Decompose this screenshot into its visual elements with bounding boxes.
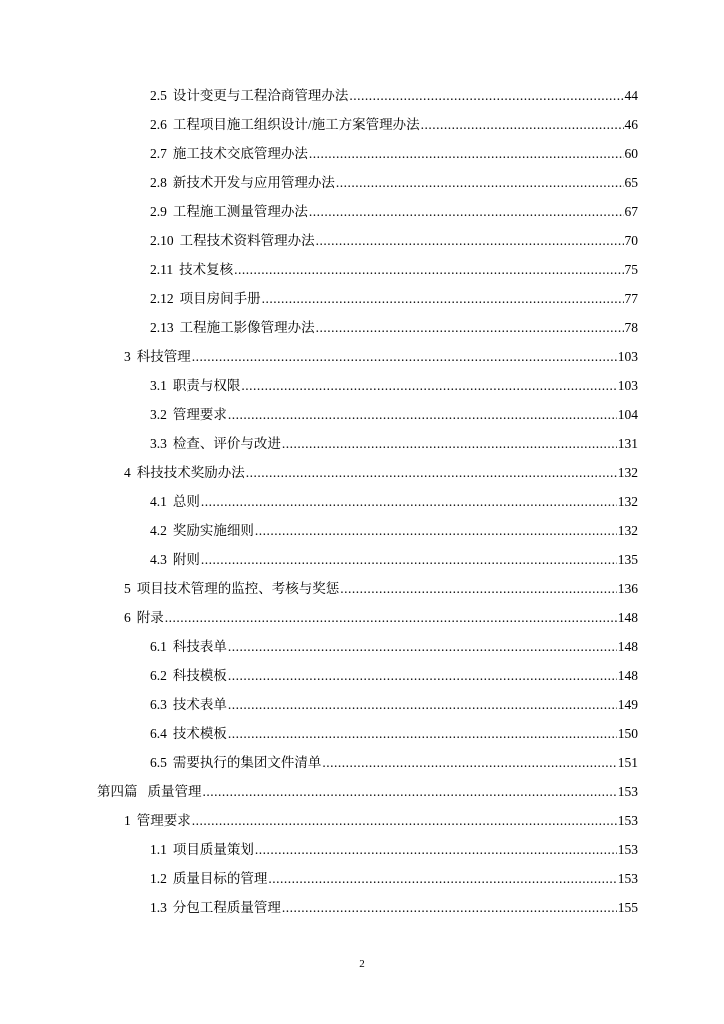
toc-entry-title: 科技模板 <box>172 668 227 683</box>
toc-leader-dots <box>192 811 617 831</box>
toc-entry-title: 检查、评价与改进 <box>172 436 281 451</box>
toc-entry-page: 70 <box>624 233 638 248</box>
toc-entry-title: 奖励实施细则 <box>172 523 254 538</box>
toc-entry-number: 6 <box>124 610 131 625</box>
toc-leader-dots <box>336 173 624 193</box>
toc-entry-title: 项目房间手册 <box>179 291 261 306</box>
toc-entry-page: 44 <box>624 88 638 103</box>
toc-entry-title: 质量目标的管理 <box>172 871 268 886</box>
toc-leader-dots <box>203 782 617 802</box>
toc-entry-number: 4 <box>124 465 131 480</box>
toc-entry-number: 4.3 <box>150 552 167 567</box>
toc-entry-title: 质量管理 <box>147 784 202 799</box>
toc-entry[interactable] <box>150 550 638 570</box>
toc-entry[interactable] <box>150 840 638 860</box>
toc-leader-dots <box>282 898 617 918</box>
toc-leader-dots <box>282 434 617 454</box>
toc-entry-title: 管理要求 <box>136 813 191 828</box>
toc-entry-number: 2.9 <box>150 204 167 219</box>
toc-entry[interactable] <box>124 811 638 831</box>
toc-entry-page: 103 <box>617 349 638 364</box>
toc-leader-dots <box>421 115 624 135</box>
toc-entry[interactable] <box>150 173 638 193</box>
toc-entry-number: 2.8 <box>150 175 167 190</box>
toc-entry-page: 78 <box>624 320 638 335</box>
toc-entry-number: 第四篇 <box>97 784 138 799</box>
toc-entry-title: 附则 <box>172 552 200 567</box>
toc-entry-title: 工程项目施工组织设计/施工方案管理办法 <box>172 117 420 132</box>
toc-entry[interactable] <box>97 782 638 802</box>
toc-leader-dots <box>309 144 624 164</box>
toc-leader-dots <box>228 666 617 686</box>
toc-entry-page: 77 <box>624 291 638 306</box>
toc-entry-number: 1.1 <box>150 842 167 857</box>
toc-entry[interactable] <box>150 115 638 135</box>
toc-entry-title: 附录 <box>136 610 164 625</box>
toc-entry-page: 148 <box>617 639 638 654</box>
toc-entry-number: 4.2 <box>150 523 167 538</box>
toc-entry-page: 153 <box>617 813 638 828</box>
toc-entry-number: 6.3 <box>150 697 167 712</box>
toc-leader-dots <box>322 753 616 773</box>
toc-leader-dots <box>268 869 616 889</box>
toc-entry-page: 67 <box>624 204 638 219</box>
toc-leader-dots <box>241 376 616 396</box>
toc-leader-dots <box>201 492 617 512</box>
toc-entry[interactable] <box>150 434 638 454</box>
toc-entry[interactable] <box>150 144 638 164</box>
toc-leader-dots <box>349 86 623 106</box>
toc-entry-number: 2.5 <box>150 88 167 103</box>
toc-leader-dots <box>192 347 617 367</box>
toc-leader-dots <box>246 463 617 483</box>
toc-entry[interactable] <box>150 869 638 889</box>
toc-leader-dots <box>228 695 617 715</box>
toc-entry-number: 1 <box>124 813 131 828</box>
toc-entry[interactable] <box>150 202 638 222</box>
toc-entry-title: 科技技术奖励办法 <box>136 465 245 480</box>
toc-entry-page: 60 <box>624 146 638 161</box>
page-number: 2 <box>359 958 365 970</box>
toc-leader-dots <box>228 637 617 657</box>
toc-entry-number: 6.2 <box>150 668 167 683</box>
toc-entry[interactable] <box>150 86 638 106</box>
toc-entry[interactable] <box>124 608 638 628</box>
toc-entry-number: 4.1 <box>150 494 167 509</box>
toc-entry-number: 2.13 <box>150 320 174 335</box>
toc-entry-page: 148 <box>617 668 638 683</box>
toc-leader-dots <box>340 579 617 599</box>
toc-entry-page: 75 <box>624 262 638 277</box>
toc-entry-title: 施工技术交底管理办法 <box>172 146 308 161</box>
toc-entry-title: 工程施工影像管理办法 <box>179 320 315 335</box>
toc-entry[interactable] <box>150 318 638 338</box>
toc-entry[interactable] <box>124 579 638 599</box>
toc-entry[interactable] <box>150 260 638 280</box>
toc-entry-page: 46 <box>624 117 638 132</box>
toc-entry-page: 155 <box>617 900 638 915</box>
toc-entry-title: 新技术开发与应用管理办法 <box>172 175 335 190</box>
toc-entry-page: 151 <box>617 755 638 770</box>
toc-entry-title: 科技表单 <box>172 639 227 654</box>
toc-entry-page: 153 <box>617 842 638 857</box>
toc-entry-title: 项目质量策划 <box>172 842 254 857</box>
toc-entry-title: 分包工程质量管理 <box>172 900 281 915</box>
toc-entry-title: 工程施工测量管理办法 <box>172 204 308 219</box>
toc-entry-title: 技术模板 <box>172 726 227 741</box>
toc-entry-title: 职责与权限 <box>172 378 241 393</box>
toc-entry-number: 6.5 <box>150 755 167 770</box>
toc-entry-title: 总则 <box>172 494 200 509</box>
toc-entry-number: 3.3 <box>150 436 167 451</box>
toc-entry-page: 103 <box>617 378 638 393</box>
toc-entry-number: 2.11 <box>150 262 174 277</box>
toc-leader-dots <box>316 318 624 338</box>
toc-leader-dots <box>255 521 617 541</box>
toc-entry-number: 1.3 <box>150 900 167 915</box>
toc-entry[interactable] <box>150 753 638 773</box>
toc-entry-page: 104 <box>617 407 638 422</box>
toc-entry[interactable] <box>150 376 638 396</box>
toc-entry-number: 1.2 <box>150 871 167 886</box>
toc-entry[interactable] <box>150 666 638 686</box>
toc-entry[interactable] <box>150 521 638 541</box>
toc-entry-number: 5 <box>124 581 131 596</box>
toc-leader-dots <box>255 840 617 860</box>
toc-entry-page: 132 <box>617 523 638 538</box>
toc-entry[interactable] <box>124 463 638 483</box>
toc-entry-title: 需要执行的集团文件清单 <box>172 755 322 770</box>
toc-entry[interactable] <box>150 289 638 309</box>
toc-leader-dots <box>262 289 624 309</box>
toc-leader-dots <box>234 260 623 280</box>
toc-entry-number: 3 <box>124 349 131 364</box>
toc-entry[interactable] <box>150 492 638 512</box>
toc-entry-page: 131 <box>617 436 638 451</box>
toc-entry-page: 65 <box>624 175 638 190</box>
toc-leader-dots <box>228 724 617 744</box>
toc-entry[interactable] <box>150 637 638 657</box>
toc-entry-page: 153 <box>617 871 638 886</box>
toc-entry-title: 科技管理 <box>136 349 191 364</box>
toc-entry-title: 技术复核 <box>179 262 234 277</box>
toc-entry-page: 132 <box>617 465 638 480</box>
toc-entry-title: 项目技术管理的监控、考核与奖惩 <box>136 581 340 596</box>
toc-entry-number: 3.2 <box>150 407 167 422</box>
toc-entry-number: 6.1 <box>150 639 167 654</box>
toc-entry-number: 3.1 <box>150 378 167 393</box>
toc-entry-title: 技术表单 <box>172 697 227 712</box>
toc-entry[interactable] <box>150 231 638 251</box>
toc-leader-dots <box>165 608 617 628</box>
toc-entry-title: 工程技术资料管理办法 <box>179 233 315 248</box>
toc-entry-number: 2.6 <box>150 117 167 132</box>
toc-leader-dots <box>201 550 617 570</box>
toc-entry-number: 2.7 <box>150 146 167 161</box>
toc-entry-page: 135 <box>617 552 638 567</box>
toc-entry[interactable] <box>150 405 638 425</box>
toc-entry-page: 153 <box>617 784 638 799</box>
toc-entry-page: 149 <box>617 697 638 712</box>
toc-entry[interactable] <box>150 898 638 918</box>
toc-entry-title: 设计变更与工程洽商管理办法 <box>172 88 349 103</box>
toc-leader-dots <box>228 405 617 425</box>
toc-entry[interactable] <box>150 724 638 744</box>
toc-leader-dots <box>309 202 624 222</box>
toc-entry-page: 148 <box>617 610 638 625</box>
toc-entry[interactable] <box>150 695 638 715</box>
toc-entry-page: 136 <box>617 581 638 596</box>
toc-entry-title: 管理要求 <box>172 407 227 422</box>
toc-entry-number: 2.12 <box>150 291 174 306</box>
toc-entry-number: 2.10 <box>150 233 174 248</box>
toc-entry-page: 132 <box>617 494 638 509</box>
toc-entry[interactable] <box>124 347 638 367</box>
toc-leader-dots <box>316 231 624 251</box>
toc-entry-number: 6.4 <box>150 726 167 741</box>
toc-entry-page: 150 <box>617 726 638 741</box>
